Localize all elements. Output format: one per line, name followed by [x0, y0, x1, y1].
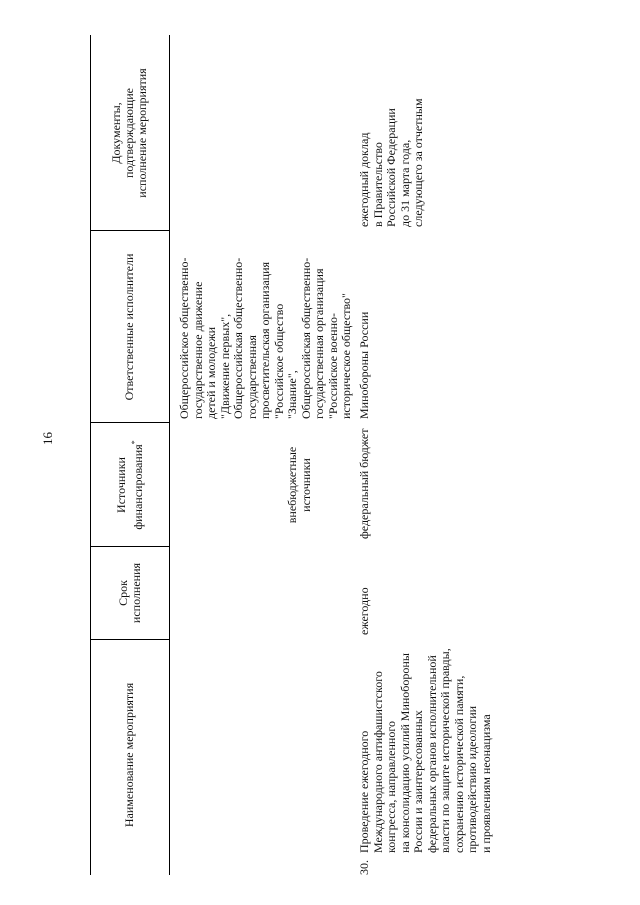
row-30-deadline: ежегодно	[357, 587, 371, 635]
column-divider	[90, 639, 169, 640]
header-executors: Ответственные исполнители	[122, 253, 136, 401]
page-number: 16	[40, 432, 55, 445]
row-30-funding: федеральный бюджет	[357, 428, 371, 539]
continued-executors: Общероссийское общественно- государственное движение детей и молодежи "Движение первых", Общероссийская общественно- государственная просветительская организация "Российское общество "Знание", Общероссийская общественно- государственная организация "Российское военно- историческое общество"	[177, 257, 353, 419]
row-30-documents: ежегодный доклад в Правительство Российской Федерации до 31 марта года, следующего за отчетным	[357, 98, 425, 227]
continued-funding: внебюджетные источники	[285, 446, 313, 524]
table-header-border	[169, 35, 170, 875]
column-divider	[90, 422, 169, 423]
header-documents: Документы, подтверждающие исполнение мероприятия	[109, 68, 149, 198]
row-30-executors: Минобороны России	[357, 311, 371, 419]
column-divider	[90, 230, 169, 231]
measures-table	[90, 35, 493, 875]
row-number: 30.	[357, 860, 371, 875]
header-deadline: Срок исполнения	[115, 562, 143, 624]
column-divider	[90, 546, 169, 547]
header-name: Наименование мероприятия	[122, 682, 136, 828]
row-30-name: Проведение ежегодного Международного антифашистского конгресса, направленного на консолидацию усилий Минобороны России и заинтересованных федеральных органов исполнительной власти по защите исторической правды, сохранению исторической памяти, противодействию идеологии и проявлениям неонацизма	[357, 648, 493, 853]
header-funding: Источники финансирования*	[113, 440, 145, 530]
